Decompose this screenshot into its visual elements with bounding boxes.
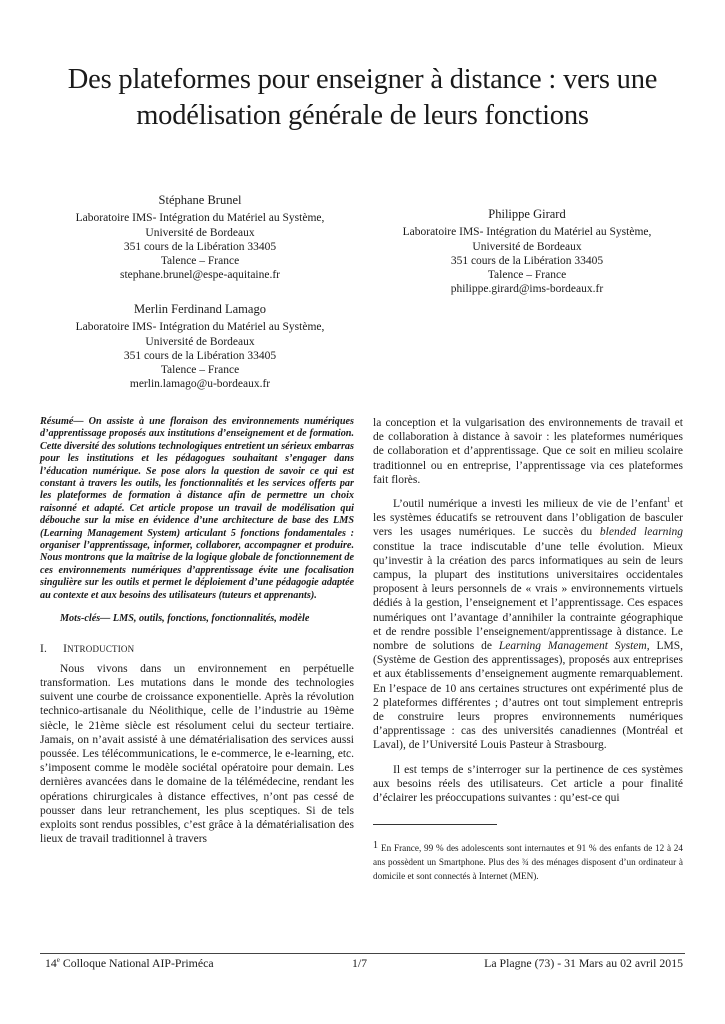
author-city: Talence – France (160, 364, 240, 377)
abstract-label: Résumé— (40, 416, 84, 427)
author-name: Merlin Ferdinand Lamago (134, 302, 266, 316)
footnote-ref-1[interactable]: 1 (666, 496, 671, 505)
right-column (373, 416, 683, 815)
author-email[interactable]: philippe.girard@ims-bordeaux.fr (450, 283, 604, 296)
footer-location-date: La Plagne (73) - 31 Mars au 02 avril 2015 (484, 956, 683, 970)
author-address: 351 cours de la Libération 33405 (123, 240, 277, 253)
author-city: Talence – France (160, 255, 240, 268)
author-address: 351 cours de la Libération 33405 (123, 349, 277, 362)
para2-part-b: et les systèmes éducatifs se retrouvent dans l’obligation de basculer vers les usages numériques. Le succès du (373, 498, 683, 539)
author-block-lamago (40, 302, 360, 392)
footnote-1 (373, 839, 683, 883)
author-city: Talence – France (487, 269, 567, 282)
footer-divider (40, 953, 685, 954)
section-title-initial: I (63, 642, 68, 655)
body-paragraph-continued: la conception et la vulgarisation des environnements de travail et de collaboration à distance à savoir : les plateformes numériques de collaboration et d’apprentissage. Que ce soit en milieu scolaire traditionnel ou en entreprise, l’apprentissage via ces plateformes fait florès. (373, 417, 683, 486)
footer-edition: 14 (45, 956, 57, 970)
para2-part-a: L’outil numérique a investi les milieux de vie de l’enfant (393, 498, 667, 511)
intro-paragraph-1: Nous vivons dans un environnement en perpétuelle transformation. Les mutations dans le monde des technologies suivent une courbe de croissance exponentielle. Après la révolution technico-artisanale du Néolithique, celle de l’industrie au 19ème siècle, le 21ème siècle est résolument celui du secteur tertiaire. Jamais, on n’avait assisté à une dématérialisation des services aussi poussée. Les télécommunications, le e-commerce, le e-learning, etc. s’imposent comme le modèle sociétal opératoire pour demain. Les dernières avancées dans le domaine de la télémédecine, rendant les opérations chirurgicales à distance effectives, n’ont pas cessé de pousser dans leur retranchement, les plus sceptiques. Si de tels exploits sont rendus possibles, c’est grâce à la dématérialisation des lieux de travail traditionnel à travers (40, 662, 354, 846)
footnote-divider (373, 824, 497, 825)
author-address: 351 cours de la Libération 33405 (450, 254, 604, 267)
footer-conference-name: Colloque National AIP-Priméca (59, 956, 214, 970)
footer-edition-sup: e (56, 956, 60, 965)
paper-title (30, 62, 695, 134)
footnote-text: En France, 99 % des adolescents sont internautes et 91 % des enfants de 12 à 24 ans possèdent un Smartphone. Plus des ¾ des ménages disposent d’un ordinateur à domicile et sont connectés à Internet (MEN). (373, 843, 683, 881)
footer-page-number: 1/7 (352, 956, 368, 970)
author-university: Université de Bordeaux (472, 240, 582, 253)
term-blended-learning: blended learning (599, 526, 684, 539)
author-university: Université de Bordeaux (145, 335, 255, 348)
author-university: Université de Bordeaux (145, 226, 255, 239)
section-number: I. (40, 642, 48, 655)
author-lab: Laboratoire IMS- Intégration du Matériel au Système, (75, 212, 325, 225)
author-name: Philippe Girard (488, 207, 566, 221)
title-line-2: modélisation générale de leurs fonctions (136, 100, 589, 131)
author-lab: Laboratoire IMS- Intégration du Matériel au Système, (402, 226, 652, 239)
body-paragraph-2 (373, 497, 683, 753)
footer-conference (45, 956, 214, 970)
author-block-girard (367, 207, 687, 297)
title-line-1: Des plateformes pour enseigner à distance : vers une (67, 64, 658, 95)
abstract-text: On assiste à une floraison des environnements numériques d’apprentissage proposés aux institutions d’enseignement et de formation. Cette diversité des solutions technologiques entretient un sérieux embarras pour les institutions et les pédagogues souhaitant s’engager dans l’éducation numérique. Se pose alors la question de savoir ce qui est constant à travers les outils, les fonctionnalités et les services offerts par les plateformes de formation à distance afin de permettre un choix raisonné et adapté. Cet article propose un travail de modélisation qui débouche sur la mise en évidence d’une architecture de base des LMS (Learning Management System) articulant 5 fonctions fondamentales : organiser l’apprentissage, informer, collaborer, accompagner et produire. Nous montrons que la maîtrise de la logique globale de fonctionnement de ces environnements numériques d’apprentissage évite une focalisation singulière sur les outils et permet le déploiement d’une pédagogie adaptée au contexte et aux besoins des utilisateurs (tuteurs et apprenants). (40, 416, 354, 601)
author-name: Stéphane Brunel (158, 193, 242, 207)
author-email[interactable]: merlin.lamago@u-bordeaux.fr (129, 378, 271, 391)
section-heading-introduction (40, 642, 354, 656)
footnote-number: 1 (373, 840, 378, 851)
section-title-rest: NTRODUCTION (67, 643, 135, 654)
left-column (40, 416, 354, 846)
body-paragraph-3: Il est temps de s’interroger sur la pertinence de ces systèmes aux besoins réels des utilisateurs. Cet article a pour finalité d’éclairer les préoccupations suivantes : qu’est-ce qui (373, 763, 683, 805)
para2-part-d: , LMS, (Système de Gestion des apprentissages), proposés aux entreprises et aux établissements d’enseignement augmente remarquablement. En l’espace de 10 ans certaines structures ont expérimenté plus de 2 plateformes différentes ; d’autres ont tout simplement entrepris de construire leurs propres environnements numériques d’apprentissage : cas des universités canadiennes (Montréal et Laval), de l’Université Louis Pasteur à Strasbourg. (373, 640, 683, 752)
author-lab: Laboratoire IMS- Intégration du Matériel au Système, (75, 321, 325, 334)
keywords-label: Mots-clés— (60, 613, 111, 625)
author-email[interactable]: stephane.brunel@espe-aquitaine.fr (119, 269, 281, 282)
term-lms: Learning Management System (498, 640, 647, 653)
author-block-brunel (40, 193, 360, 283)
abstract (40, 416, 354, 602)
keywords-text: LMS, outils, fonctions, fonctionnalités, modèle (110, 613, 310, 625)
keywords (40, 613, 354, 625)
para2-part-c: constitue la trace indiscutable d’une telle évolution. Mieux qu’investir à la création des parcs informatiques au sein de leurs campus, la plupart des institutions universitaires occidentales proposent à leurs personnels de « vrais » environnements virtuels dédiés à la gestion, l’enseignement et l’apprentissage. Ces espaces numériques ont l’avantage d’annihiler la contrainte géographique et de rendre possible l’enseignement/apprentissage à distance. Le nombre de solutions de (373, 540, 683, 653)
